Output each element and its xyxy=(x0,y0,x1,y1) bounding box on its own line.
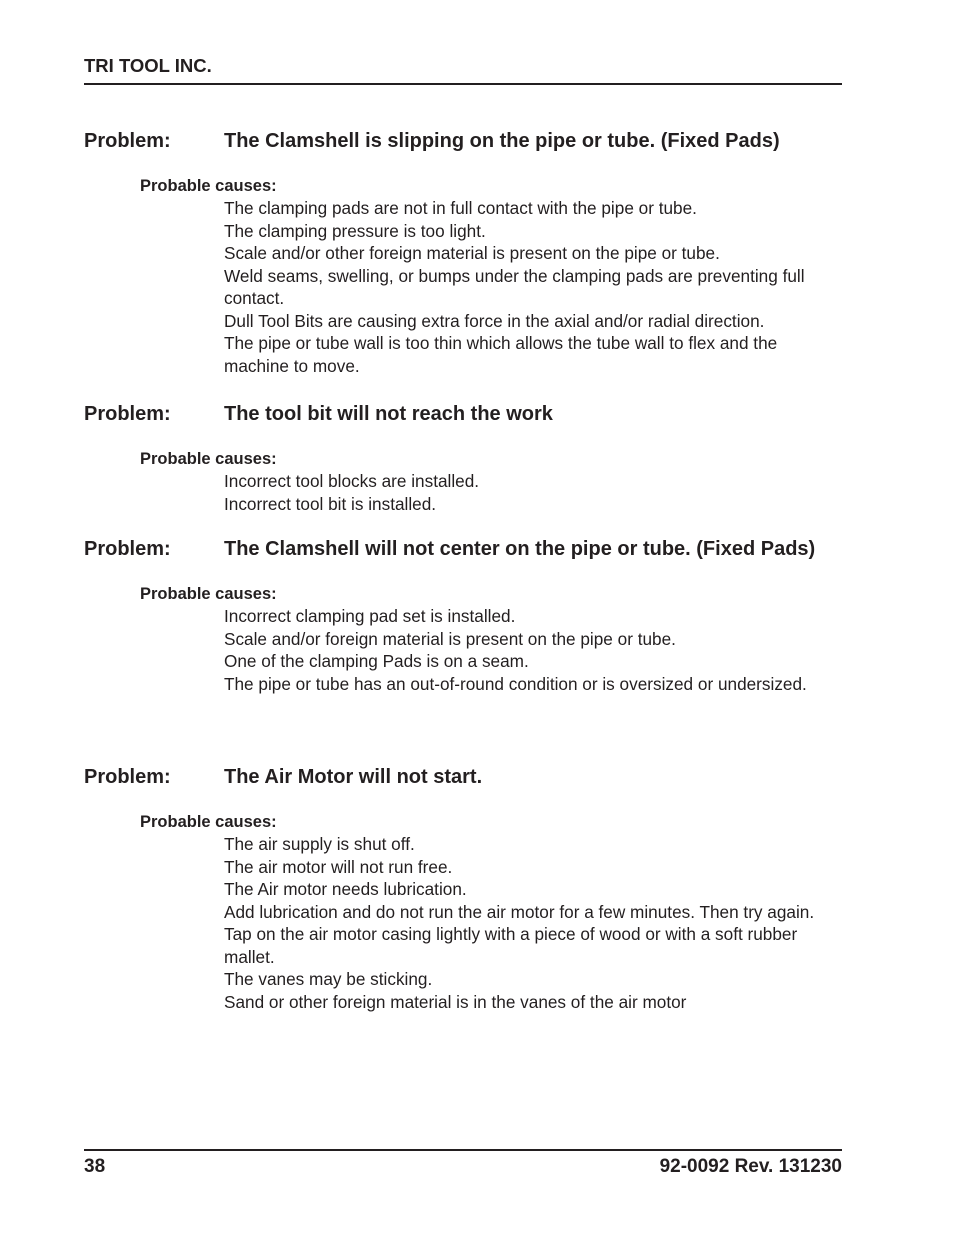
cause-item: The pipe or tube wall is too thin which allows the tube wall to flex and the machine to move. xyxy=(224,333,778,376)
document-revision: 92-0092 Rev. 131230 xyxy=(659,1156,842,1177)
cause-item: Scale and/or foreign material is present on the pipe or tube. xyxy=(224,628,676,649)
probable-causes-label: Probable causes: xyxy=(140,813,277,831)
problem-title: The Clamshell will not center on the pipe or tube. (Fixed Pads) xyxy=(224,538,816,560)
cause-item: Add lubrication and do not run the air motor for a few minutes. Then try again. xyxy=(224,901,815,922)
problem-label: Problem: xyxy=(84,403,171,425)
footer-rule xyxy=(84,1149,842,1151)
probable-causes-label: Probable causes: xyxy=(140,585,277,603)
probable-causes-label: Probable causes: xyxy=(140,450,277,468)
cause-item: Incorrect tool bit is installed. xyxy=(224,493,437,514)
header-rule xyxy=(84,83,842,85)
problem-section-air-motor xyxy=(84,764,842,1013)
cause-item: The clamping pressure is too light. xyxy=(224,220,486,241)
page-number: 38 xyxy=(84,1156,106,1177)
cause-item: Incorrect clamping pad set is installed. xyxy=(224,606,516,626)
cause-item: The air supply is shut off. xyxy=(224,834,415,854)
problem-label: Problem: xyxy=(84,130,171,152)
cause-item: The Air motor needs lubrication. xyxy=(224,879,467,899)
cause-item: Tap on the air motor casing lightly with a piece of wood or with a soft rubber mallet. xyxy=(224,924,798,967)
cause-item: The air motor will not run free. xyxy=(224,856,453,877)
cause-item: Incorrect tool blocks are installed. xyxy=(224,471,480,491)
cause-item: One of the clamping Pads is on a seam. xyxy=(224,651,529,671)
cause-item: The clamping pads are not in full contact with the pipe or tube. xyxy=(224,198,697,218)
problem-title: The Air Motor will not start. xyxy=(224,766,483,788)
problem-section-tool-bit-reach xyxy=(84,401,842,515)
problem-title: The tool bit will not reach the work xyxy=(224,403,553,425)
problem-section-clamshell-slipping xyxy=(84,128,842,377)
running-header-company: TRI TOOL INC. xyxy=(84,55,212,76)
problem-title: The Clamshell is slipping on the pipe or tube. (Fixed Pads) xyxy=(224,130,780,152)
cause-item: Sand or other foreign material is in the vanes of the air motor xyxy=(224,991,687,1012)
page-footer xyxy=(84,1155,842,1179)
cause-item: Weld seams, swelling, or bumps under the clamping pads are preventing full contact. xyxy=(224,265,805,308)
cause-item: Dull Tool Bits are causing extra force in the axial and/or radial direction. xyxy=(224,310,765,331)
problem-section-clamshell-center xyxy=(84,536,842,695)
problem-label: Problem: xyxy=(84,766,171,788)
probable-causes-label: Probable causes: xyxy=(140,177,277,195)
cause-item: The pipe or tube has an out-of-round condition or is oversized or undersized. xyxy=(224,673,807,694)
cause-item: Scale and/or other foreign material is present on the pipe or tube. xyxy=(224,243,720,263)
cause-item: The vanes may be sticking. xyxy=(224,969,433,989)
problem-label: Problem: xyxy=(84,538,171,560)
